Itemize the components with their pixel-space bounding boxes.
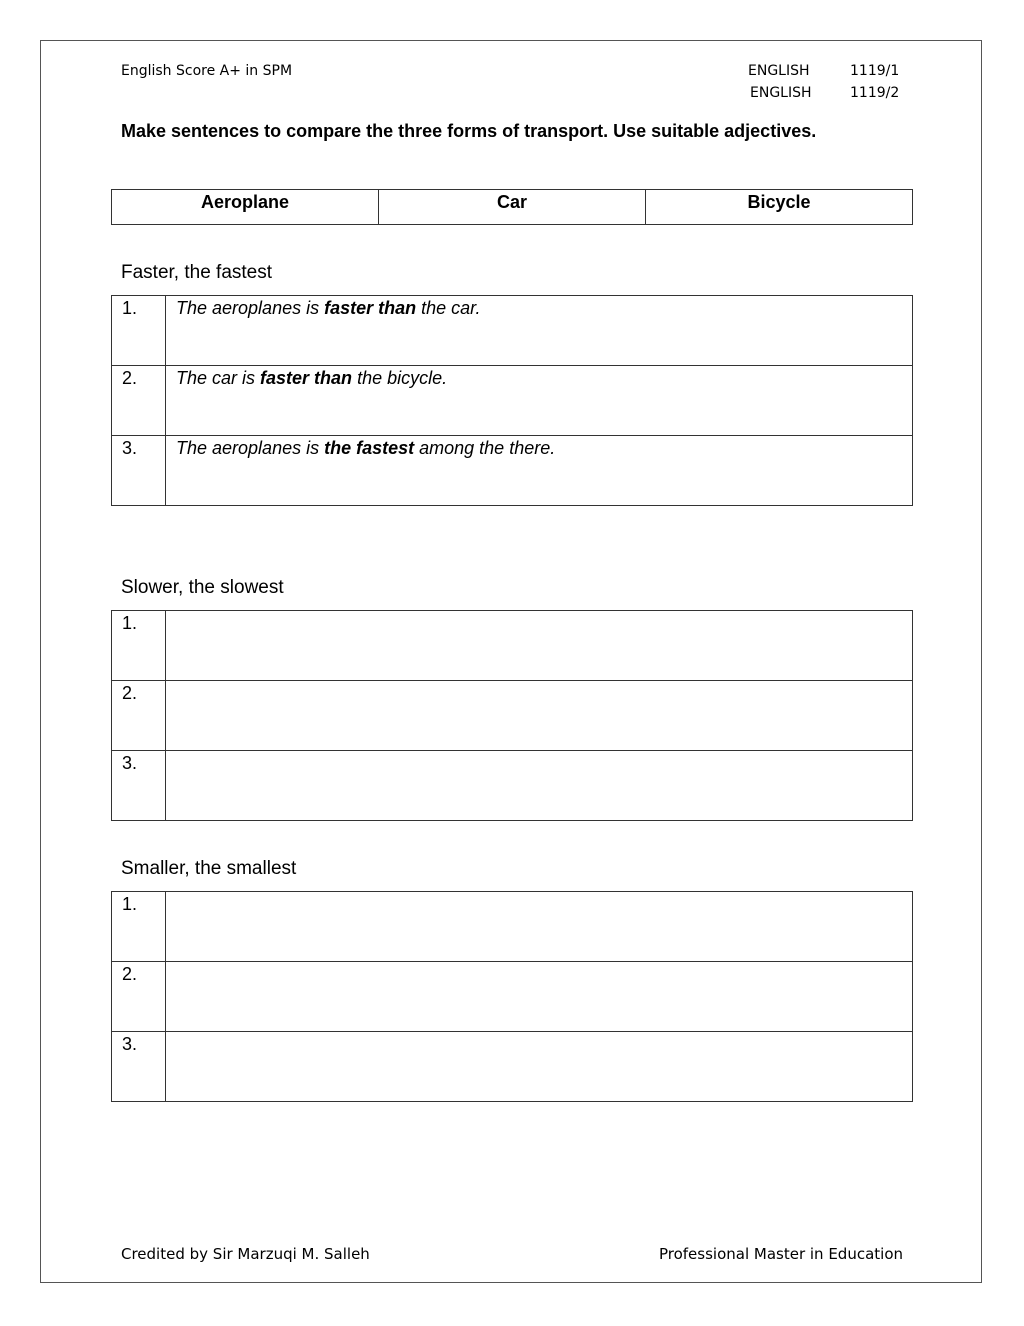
row-number: 1. bbox=[112, 296, 166, 366]
table-row bbox=[112, 681, 913, 751]
answer-cell[interactable] bbox=[166, 366, 913, 436]
header-code-2: 1119/2 bbox=[850, 85, 900, 101]
header-subject-2: ENGLISH bbox=[750, 85, 812, 101]
answer-cell[interactable] bbox=[166, 681, 913, 751]
footer-affiliation: Professional Master in Education bbox=[658, 1245, 903, 1263]
answer-cell[interactable] bbox=[166, 436, 913, 506]
answer-cell[interactable] bbox=[166, 751, 913, 821]
answer-cell[interactable] bbox=[166, 296, 913, 366]
answer-cell[interactable] bbox=[166, 611, 913, 681]
header-code-1: 1119/1 bbox=[850, 63, 900, 79]
transport-car: Car bbox=[379, 190, 646, 225]
table-row bbox=[112, 1032, 913, 1102]
instruction-heading: Make sentences to compare the three forms of transport. Use suitable adjectives. bbox=[121, 121, 817, 141]
row-number: 2. bbox=[112, 681, 166, 751]
table-row bbox=[112, 366, 913, 436]
answer-table-smaller bbox=[111, 891, 913, 1102]
header-title: English Score A+ in SPM bbox=[121, 63, 293, 79]
answer-text: The car is bbox=[176, 368, 261, 388]
answer-text: among the there. bbox=[414, 438, 556, 458]
transport-bicycle: Bicycle bbox=[646, 190, 913, 225]
row-number: 3. bbox=[112, 1032, 166, 1102]
table-row bbox=[112, 436, 913, 506]
answer-cell[interactable] bbox=[166, 962, 913, 1032]
answer-emphasis: faster than bbox=[260, 368, 353, 388]
row-number: 1. bbox=[112, 611, 166, 681]
row-number: 2. bbox=[112, 962, 166, 1032]
table-row bbox=[112, 962, 913, 1032]
header-subject-1: ENGLISH bbox=[748, 63, 810, 79]
transport-table bbox=[111, 189, 913, 225]
answer-table-slower bbox=[111, 610, 913, 821]
table-row bbox=[112, 296, 913, 366]
answer-cell[interactable] bbox=[166, 1032, 913, 1102]
footer-credit: Credited by Sir Marzuqi M. Salleh bbox=[121, 1245, 370, 1263]
row-number: 3. bbox=[112, 751, 166, 821]
row-number: 3. bbox=[112, 436, 166, 506]
row-number: 2. bbox=[112, 366, 166, 436]
answer-text: the bicycle. bbox=[352, 368, 448, 388]
answer-emphasis: the fastest bbox=[324, 438, 415, 458]
row-number: 1. bbox=[112, 892, 166, 962]
answer-table-faster bbox=[111, 295, 913, 506]
answer-text: The aeroplanes is bbox=[176, 438, 325, 458]
section-label-smaller: Smaller, the smallest bbox=[121, 858, 297, 879]
section-label-slower: Slower, the slowest bbox=[121, 577, 284, 598]
answer-text: the car. bbox=[416, 298, 481, 318]
table-row bbox=[112, 892, 913, 962]
table-row bbox=[112, 611, 913, 681]
answer-cell[interactable] bbox=[166, 892, 913, 962]
section-label-faster: Faster, the fastest bbox=[121, 262, 273, 283]
answer-emphasis: faster than bbox=[324, 298, 417, 318]
answer-text: The aeroplanes is bbox=[176, 298, 325, 318]
table-row bbox=[112, 751, 913, 821]
transport-aeroplane: Aeroplane bbox=[112, 190, 379, 225]
